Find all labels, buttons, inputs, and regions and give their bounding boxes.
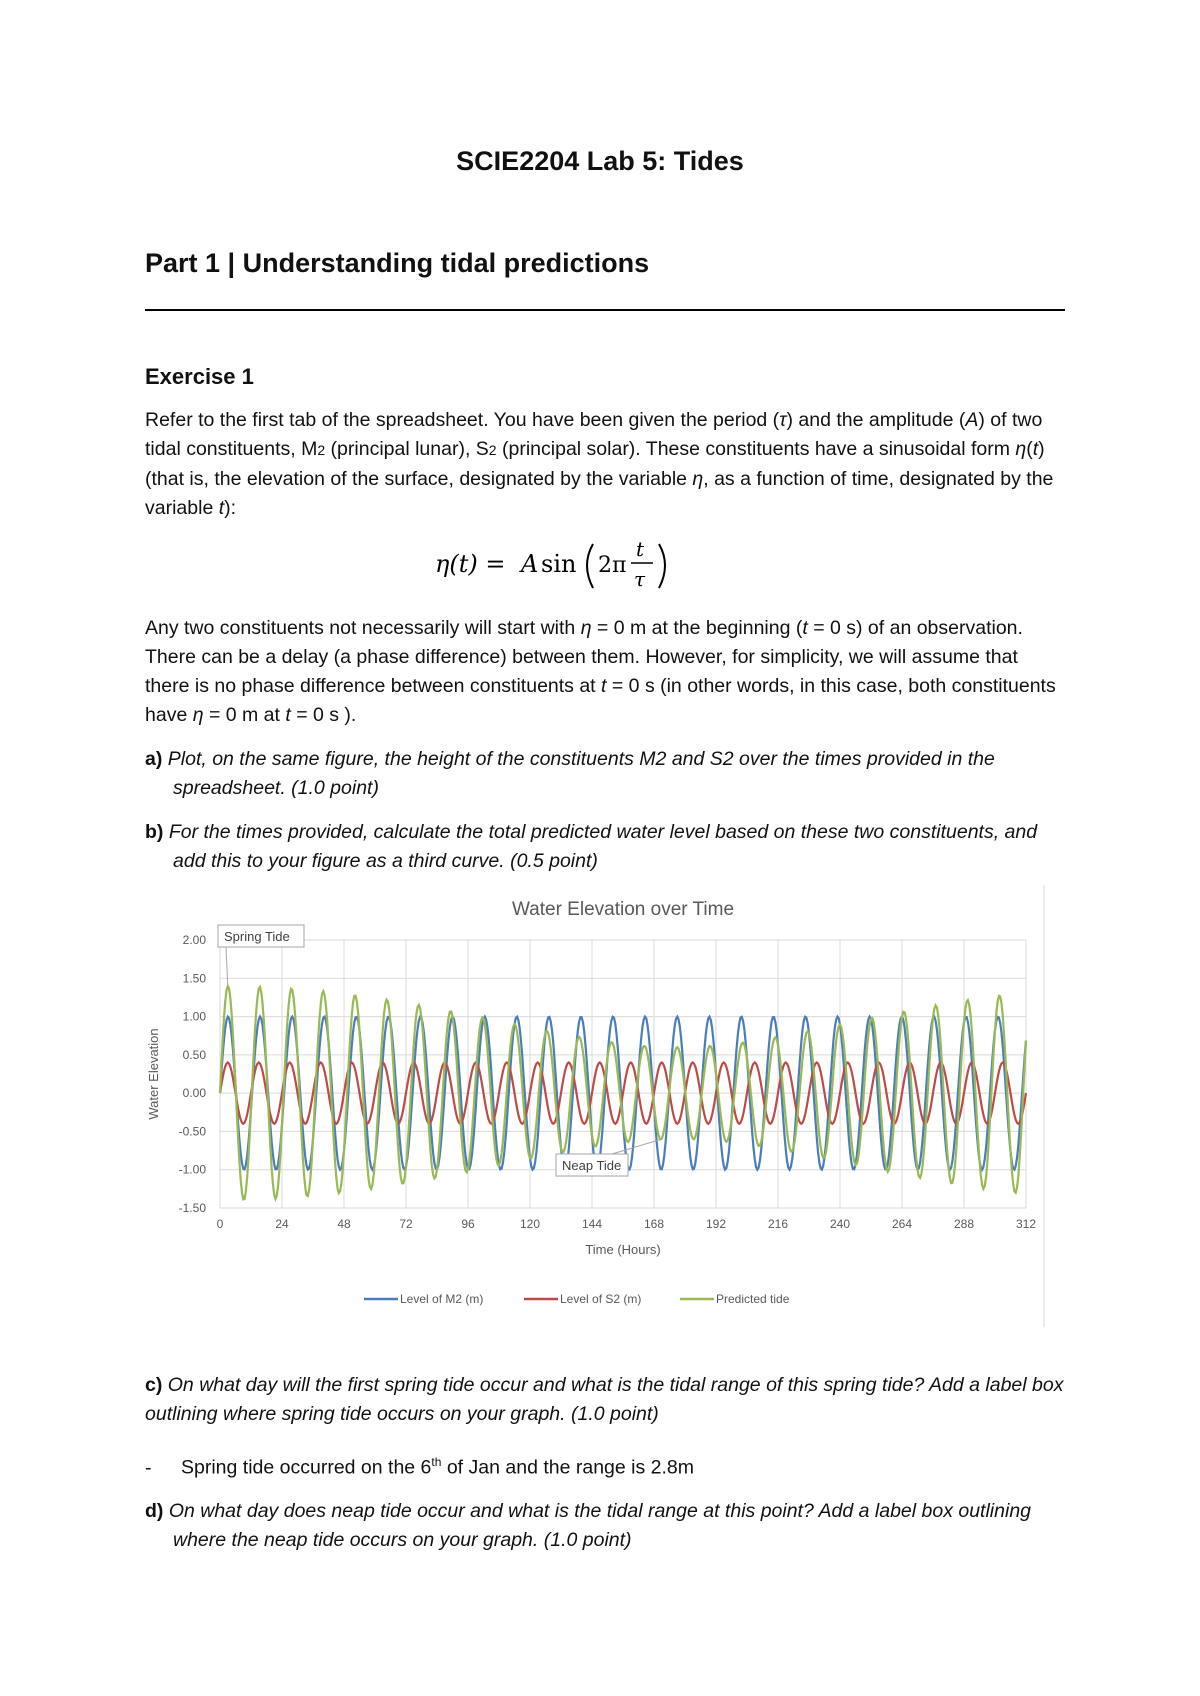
y-tick-label: 0.50 (182, 1047, 206, 1062)
x-tick-label: 216 (767, 1217, 789, 1231)
formula-close-paren (659, 544, 665, 588)
y-tick-label: 2.00 (182, 933, 206, 947)
y-tick-label: -0.50 (178, 1124, 206, 1139)
x-axis-label: Time (Hours) (585, 1242, 661, 1257)
x-tick-label: 192 (705, 1217, 727, 1231)
question-a: a) Plot, on the same figure, the height of the constituents M2 and S2 over the times provided in the spreadsheet. (1.0 point) (145, 748, 995, 799)
x-tick-label: 264 (891, 1217, 913, 1231)
x-tick-label: 312 (1015, 1217, 1037, 1231)
spring-tide-label: Spring Tide (224, 929, 290, 944)
water-elevation-chart (140, 885, 1046, 1327)
x-tick-label: 120 (519, 1217, 541, 1231)
formula-sin: sin (541, 550, 577, 578)
x-tick-label: 72 (399, 1217, 413, 1231)
formula-amplitude: A (521, 550, 539, 578)
document-title: SCIE2204 Lab 5: Tides (456, 146, 744, 176)
y-tick-label: 1.50 (182, 971, 206, 986)
legend-label-1: Level of S2 (m) (560, 1292, 642, 1306)
y-tick-label: 0.00 (182, 1086, 206, 1101)
tide-formula (435, 530, 675, 600)
answer-c: - Spring tide occurred on the 6th of Jan and the range is 2.8m (145, 1455, 694, 1479)
intro-paragraph: Refer to the first tab of the spreadsheet. You have been given the period (τ) and the amplitude (A) of two tidal constituents, M2 (principal lunar), S2 (principal solar). These constituents have a sinusoidal form η(t) (that is, the elevation of the surface, designated by the variable η, as a function of time, designated by the variable t): (145, 409, 1054, 519)
x-tick-label: 96 (461, 1217, 475, 1231)
legend-label-0: Level of M2 (m) (400, 1292, 484, 1306)
y-tick-label: 1.00 (182, 1009, 206, 1024)
chart-title: Water Elevation over Time (511, 899, 735, 920)
exercise-heading: Exercise 1 (145, 364, 254, 389)
formula-numerator: t (636, 537, 645, 561)
x-tick-label: 24 (275, 1217, 289, 1231)
legend-label-2: Predicted tide (716, 1292, 790, 1306)
formula-lhs: η(t) = (435, 550, 506, 578)
formula-two-pi: 2π (598, 553, 627, 578)
x-tick-label: 0 (216, 1217, 224, 1231)
x-tick-label: 168 (643, 1217, 665, 1231)
x-tick-label: 240 (829, 1217, 851, 1231)
y-axis-label: Water Elevation (146, 1028, 161, 1120)
question-d: d) On what day does neap tide occur and what is the tidal range at this point? Add a label box outlining where the neap tide occurs on your graph. (1.0 point) (145, 1500, 1032, 1551)
spring-tide-leader (226, 947, 228, 986)
y-tick-label: -1.00 (178, 1162, 206, 1177)
x-tick-label: 288 (953, 1217, 975, 1231)
part-heading: Part 1 | Understanding tidal predictions (145, 248, 650, 278)
heading-rule (145, 309, 1065, 311)
phase-paragraph: Any two constituents not necessarily will start with η = 0 m at the beginning (t = 0 s) of an observation. There can be a delay (a phase difference) between them. However, for simplicity, we will assume that there is no phase difference between constituents at t = 0 s (in other words, in this case, both constituents have η = 0 m at t = 0 s ). (145, 617, 1056, 726)
x-tick-label: 144 (581, 1217, 603, 1231)
question-b: b) For the times provided, calculate the total predicted water level based on these two constituents, and add this to your figure as a third curve. (0.5 point) (145, 821, 1038, 872)
formula-denominator: τ (634, 567, 646, 591)
y-tick-label: -1.50 (178, 1201, 206, 1215)
question-c: c) On what day will the first spring tide occur and what is the tidal range of this spring tide? Add a label box outlining where spring tide occurs on your graph. (1.0 point) (145, 1374, 1064, 1425)
x-tick-label: 48 (337, 1217, 351, 1231)
formula-open-paren (587, 544, 593, 588)
neap-tide-label: Neap Tide (562, 1158, 622, 1173)
